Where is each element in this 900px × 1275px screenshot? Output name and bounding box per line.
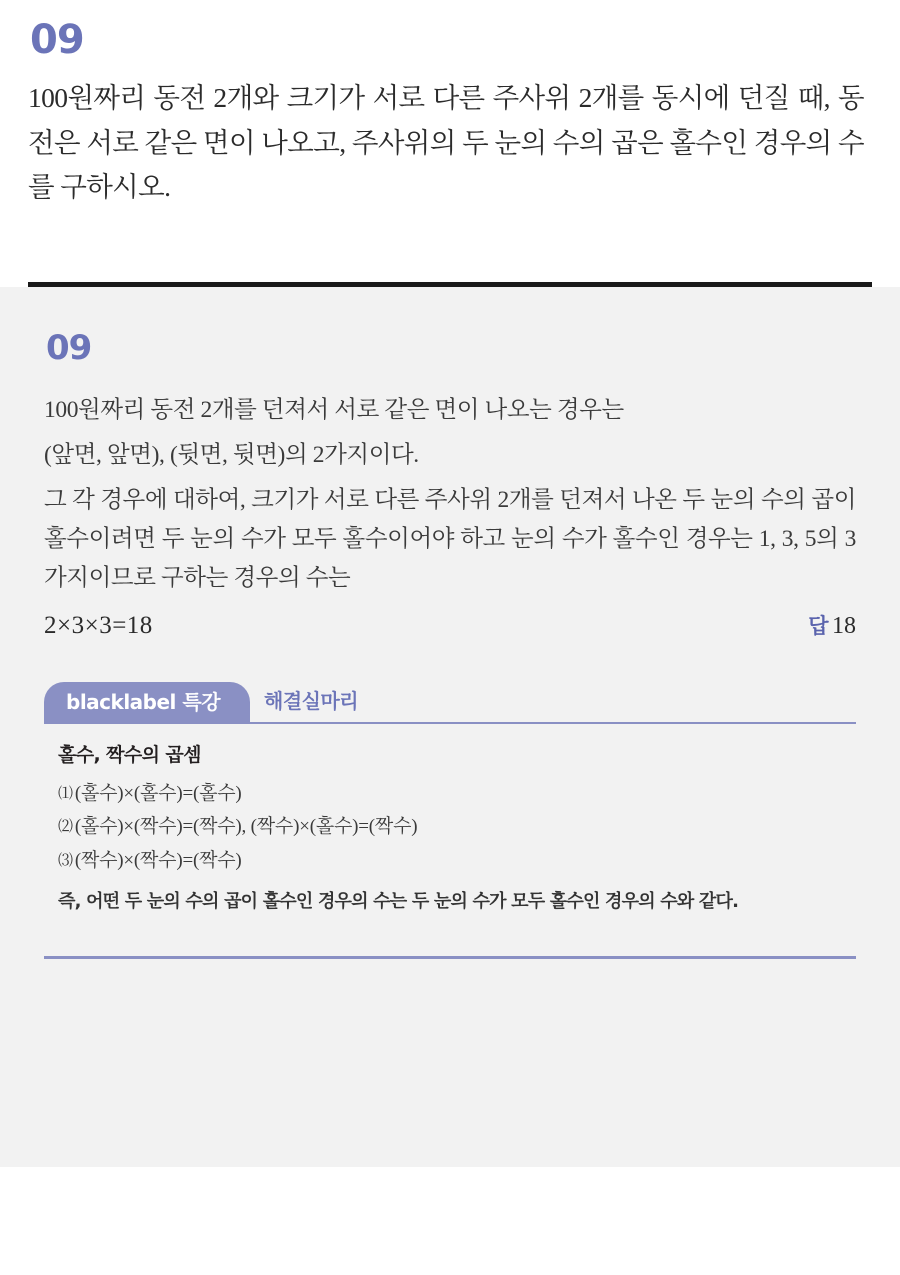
tab-blacklabel-special[interactable]: blacklabel 특강 — [44, 682, 250, 722]
tip-item-number: ⑶ — [58, 853, 73, 870]
problem-number: 09 — [30, 17, 84, 63]
tip-title: 홀수, 짝수의 곱셈 — [58, 743, 201, 766]
tip-item-text: (홀수)×(홀수)=(홀수) — [74, 782, 242, 804]
tip-list-item — [58, 812, 850, 843]
answer-box — [808, 610, 856, 640]
solution-section — [0, 287, 900, 1167]
tip-bottom-rule — [44, 956, 856, 959]
tab-solution-clue[interactable]: 해결실마리 — [264, 688, 359, 713]
blacklabel-tip-box — [44, 682, 856, 959]
solution-number: 09 — [46, 327, 92, 368]
solution-equation: 2×3×3=18 — [44, 611, 153, 639]
solution-line: 그 각 경우에 대하여, 크기가 서로 다른 주사위 2개를 던져서 나온 두 눈의 수의 곱이 홀수이려면 두 눈의 수가 모두 홀수이어야 하고 눈의 수가 홀수인 경우는 1, 3, 5의 3가지이므로 구하는 경우의 수는 — [44, 486, 856, 591]
tip-content — [44, 724, 856, 926]
problem-text: 100원짜리 동전 2개와 크기가 서로 다른 주사위 2개를 동시에 던질 때, 동전은 서로 같은 면이 나오고, 주사위의 두 눈의 수의 곱은 홀수인 경우의 수를 구하시오. — [28, 82, 864, 203]
answer-line — [44, 610, 856, 640]
tip-list-item — [58, 779, 850, 810]
solution-line: 100원짜리 동전 2개를 던져서 서로 같은 면이 나오는 경우는 — [44, 396, 624, 423]
tip-note: 즉, 어떤 두 눈의 수의 곱이 홀수인 경우의 수는 두 눈의 수가 모두 홀수인 경우의 수와 같다. — [58, 890, 739, 912]
section-divider — [28, 282, 872, 287]
tip-item-text: (홀수)×(짝수)=(짝수), (짝수)×(홀수)=(짝수) — [74, 816, 418, 838]
answer-label: 답 — [808, 613, 828, 638]
solution-body — [44, 391, 856, 598]
solution-line: (앞면, 앞면), (뒷면, 뒷면)의 2가지이다. — [44, 441, 419, 468]
tip-item-text: (짝수)×(짝수)=(짝수) — [74, 850, 242, 872]
tip-item-number: ⑴ — [58, 785, 73, 802]
tip-tabs — [44, 682, 856, 722]
problem-section — [0, 0, 900, 287]
answer-value: 18 — [832, 612, 856, 639]
tip-item-number: ⑵ — [58, 819, 73, 836]
tip-list-item — [58, 846, 850, 877]
